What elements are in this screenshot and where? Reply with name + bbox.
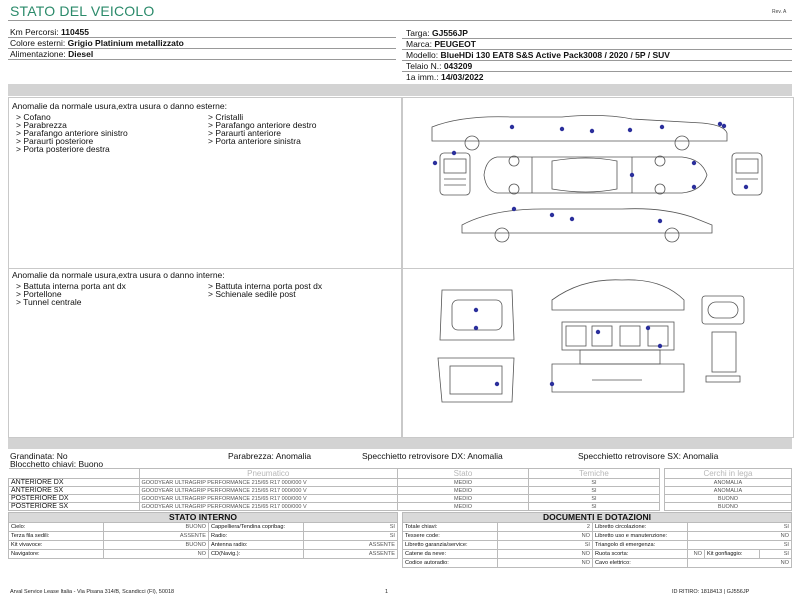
revision-label: Rev. A [772, 9, 787, 15]
damage-marker [495, 382, 499, 386]
specchietto-dx-status: Specchietto retrovisore DX: Anomalia [362, 451, 503, 461]
footer-company: Arval Service Lease Italia - Via Pisana 314/B, Scandicci (FI), 50018 [10, 589, 175, 595]
table-row: POSTERIORE DX GOODYEAR ULTRAGRIP PERFORMANCE 215/65 R17 000/000 V MEDIO SI [9, 495, 660, 503]
fuel-row: Alimentazione: Diesel [10, 49, 94, 59]
internal-damage-title: Anomalie da normale usura,extra usura o danno interne: [12, 270, 225, 280]
color-row: Colore esterni: Grigio Platinium metallizzato [10, 38, 184, 48]
damage-marker [510, 125, 514, 129]
documents-table [402, 522, 792, 568]
specchietto-sx-status: Specchietto retrovisore SX: Anomalia [578, 451, 719, 461]
damage-marker [628, 128, 632, 132]
internal-damage-list-1: > Battuta interna porta ant dx > Portellone > Tunnel centrale [16, 281, 126, 307]
section-band [8, 438, 792, 449]
external-damage-title: Anomalie da normale usura,extra usura o danno esterne: [12, 101, 227, 111]
damage-marker [722, 124, 726, 128]
damage-marker [596, 330, 600, 334]
row-divider [402, 60, 792, 61]
damage-marker [512, 207, 516, 211]
blocchetto-status: Blocchetto chiavi: Buono [10, 459, 104, 469]
footer-reference: ID RITIRO: 1818413 | GJ556JP [672, 589, 750, 595]
table-row: ANOMALIA [665, 487, 792, 495]
table-row: ANTERIORE SX GOODYEAR ULTRAGRIP PERFORMANCE 215/65 R17 000/000 V MEDIO SI [9, 487, 660, 495]
damage-marker [550, 382, 554, 386]
damage-marker [744, 185, 748, 189]
row-divider [8, 59, 396, 60]
table-row: Codice autoradio: NO Cavo elettrico: NO [403, 559, 792, 568]
tyres-header-termiche: Temiche [529, 469, 660, 479]
damage-marker [660, 125, 664, 129]
chassis-row: Telaio N.: 043209 [406, 61, 473, 71]
internal-car-diagram [402, 268, 792, 436]
documents-title: DOCUMENTI E DOTAZIONI [402, 512, 792, 523]
damage-marker [692, 185, 696, 189]
brand-row: Marca: PEUGEOT [406, 39, 476, 49]
parabrezza-status: Parabrezza: Anomalia [228, 451, 312, 461]
grandinata-status: Grandinata: No [10, 451, 68, 461]
table-row: ANTERIORE DX GOODYEAR ULTRAGRIP PERFORMANCE 215/65 R17 000/000 V MEDIO SI [9, 479, 660, 487]
tyres-header-stato: Stato [398, 469, 529, 479]
damage-marker [474, 308, 478, 312]
row-divider [8, 48, 396, 49]
registration-row: 1a imm.: 14/03/2022 [406, 72, 484, 82]
damage-marker [570, 217, 574, 221]
plate-row: Targa: GJ556JP [406, 28, 468, 38]
table-row: ANOMALIA [665, 479, 792, 487]
damage-marker [718, 122, 722, 126]
damage-marker [630, 173, 634, 177]
row-divider [402, 71, 792, 72]
damage-marker [590, 129, 594, 133]
damage-marker [550, 213, 554, 217]
table-row: Catene da neve: NO Ruota scorta: NO Kit gonfiaggio: SI [403, 550, 792, 559]
model-row: Modello: BlueHDi 130 EAT8 S&S Active Pack3008 / 2020 / 5P / SUV [406, 50, 670, 60]
page-title: STATO DEL VEICOLO [10, 3, 155, 19]
table-row: Navigatore: NO CD(Navig.): ASSENTE [9, 550, 398, 559]
title-divider [8, 20, 792, 21]
damage-marker [658, 219, 662, 223]
interior-state-table [8, 522, 398, 559]
row-divider [402, 49, 792, 50]
tyres-header-row [9, 469, 660, 479]
table-row: Kit vivavoce: BUONO Antenna radio: ASSENTE [9, 541, 398, 550]
table-row: Tessere code: NO Libretto uso e manutenzione: NO [403, 532, 792, 541]
damage-marker [433, 161, 437, 165]
interior-state-title: STATO INTERNO [8, 512, 398, 523]
damage-marker [658, 344, 662, 348]
tyres-header-pneumatico: Pneumatico [139, 469, 398, 479]
km-row: Km Percorsi: 110455 [10, 27, 89, 37]
table-row: Cielo: BUONO Cappelliera/Tendina copribag: SI [9, 523, 398, 532]
internal-damage-list-2: > Battuta interna porta post dx > Schienale sedile post [208, 281, 323, 299]
table-row: BUONO [665, 503, 792, 511]
rims-table [664, 468, 792, 511]
tyres-header-cerchi: Cerchi in lega [665, 469, 792, 479]
footer-page-number: 1 [385, 589, 389, 595]
tyres-table [8, 468, 660, 511]
table-row: Totale chiavi: 2 Libretto circolazione: SI [403, 523, 792, 532]
table-row: POSTERIORE SX GOODYEAR ULTRAGRIP PERFORMANCE 215/65 R17 000/000 V MEDIO SI [9, 503, 660, 511]
table-row: Terza fila sedili: ASSENTE Radio: SI [9, 532, 398, 541]
external-damage-list-1: > Cofano > Parabrezza > Parafango anteriore sinistro > Paraurti posteriore > Porta posteriore destra [16, 112, 128, 154]
table-row: BUONO [665, 495, 792, 503]
table-row: Libretto garanzia/service: SI Triangolo di emergenza: SI [403, 541, 792, 550]
damage-marker [692, 161, 696, 165]
damage-marker [646, 326, 650, 330]
damage-marker [474, 326, 478, 330]
external-damage-list-2: > Cristalli > Parafango anteriore destro > Paraurti anteriore > Porta anteriore sinistra [208, 112, 317, 146]
damage-marker [560, 127, 564, 131]
row-divider [8, 37, 396, 38]
row-divider [402, 38, 792, 39]
section-band [8, 84, 792, 96]
external-car-diagram [402, 97, 792, 267]
damage-marker [452, 151, 456, 155]
